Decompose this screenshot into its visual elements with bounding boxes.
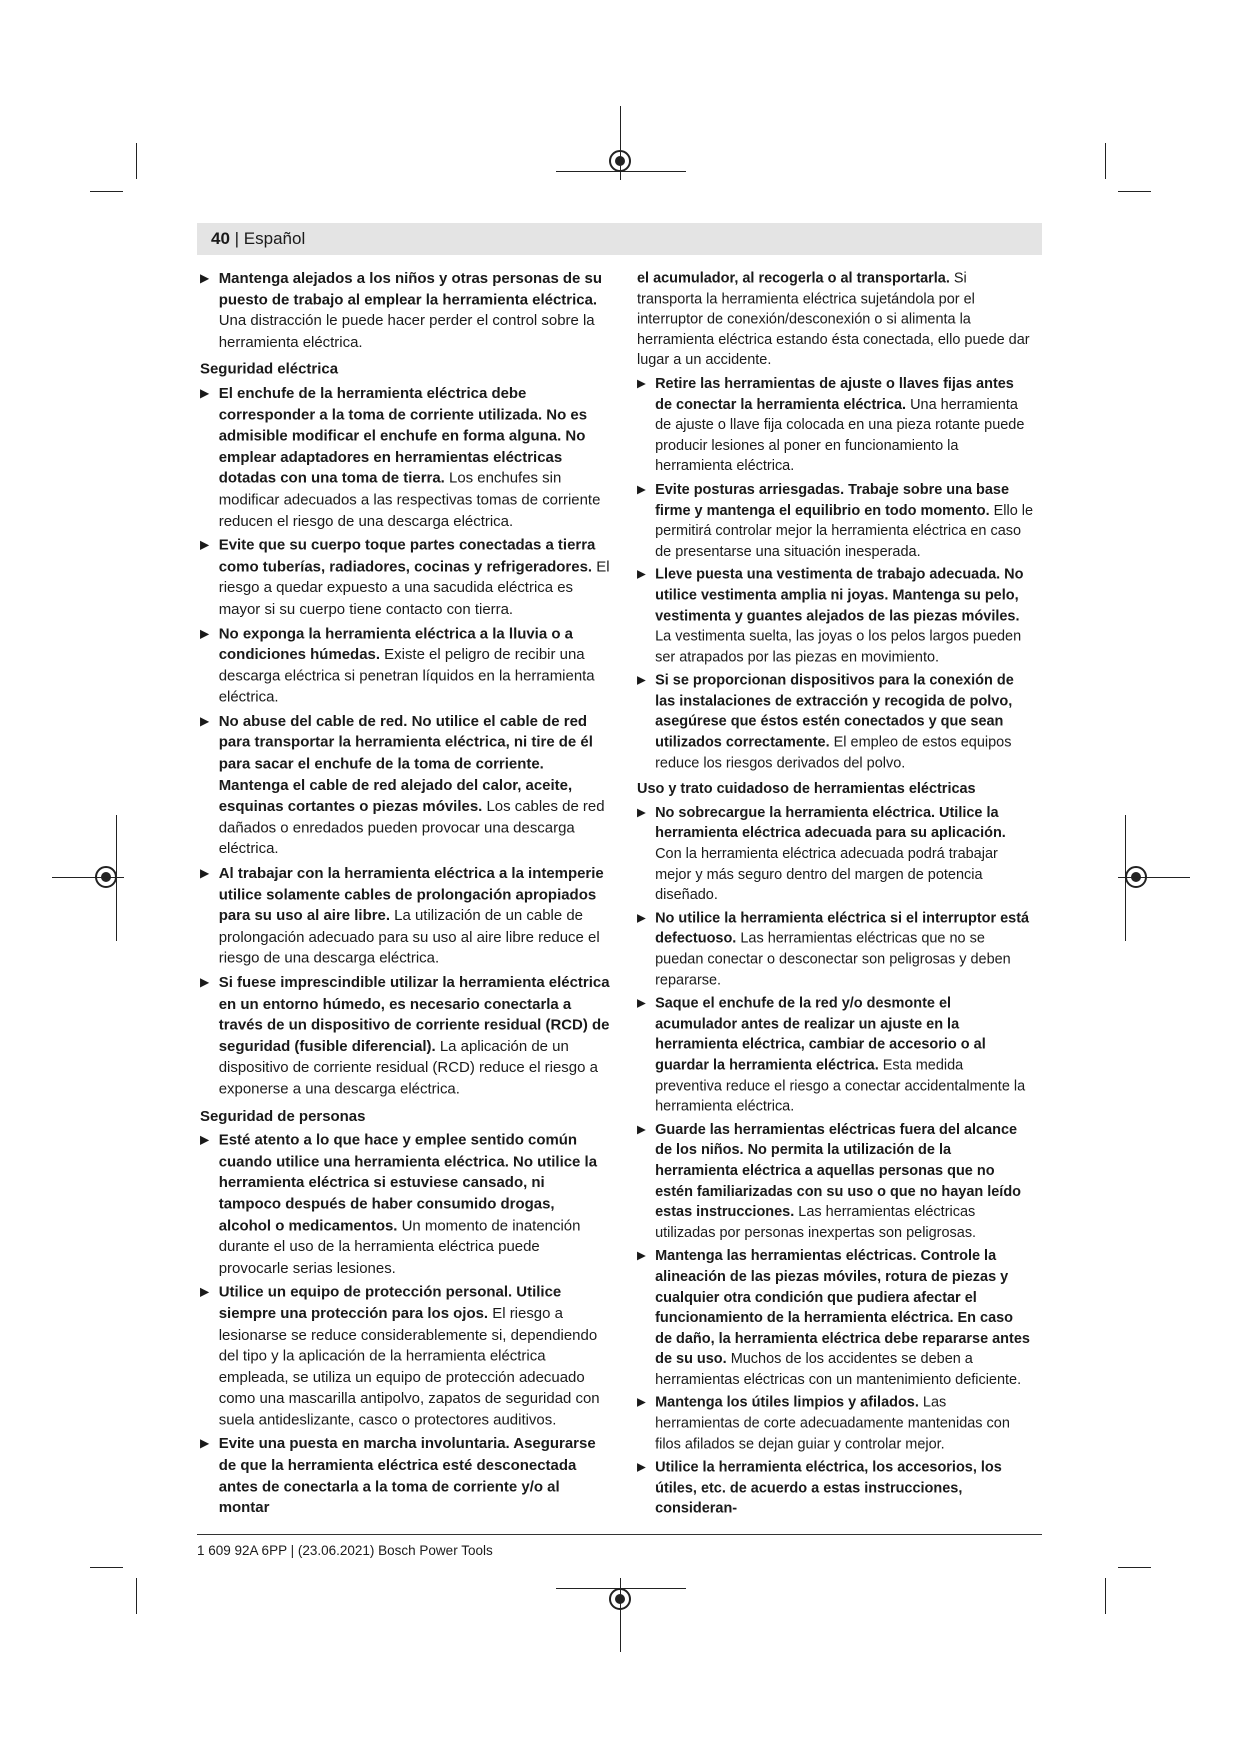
safety-item (637, 1393, 1033, 1455)
crop-mark-top-right-h (1118, 191, 1151, 192)
item-explanation: Los enchufes sin modificar adecuados a las respectivas tomas de corriente reducen el riesgo de una descarga eléctrica. (218, 470, 601, 530)
bullet-icon: ▶ (637, 911, 646, 925)
item-instruction: el acumulador, al recogerla o al transportarla. (637, 269, 950, 287)
bullet-icon: ▶ (200, 865, 210, 880)
item-explanation: El riesgo a lesionarse se reduce considerablemente si, dependiendo del tipo y la aplicación de la herramienta eléctrica empleada, se utiliza un equipo de protección adecuado como una mascarilla antipolvo, zapatos de seguridad con suela antideslizante, casco o protectores auditivos. (218, 1305, 600, 1429)
item-explanation: Ello le permitirá controlar mejor la herramienta eléctrica en caso de presentarse una situación inesperada. (655, 501, 1034, 560)
safety-item (200, 863, 610, 969)
item-instruction: Utilice la herramienta eléctrica, los accesorios, los útiles, etc. de acuerdo a estas instrucciones, consideran- (655, 1459, 1002, 1517)
item-instruction: Retire las herramientas de ajuste o llaves fijas antes de conectar la herramienta eléctrica. (655, 375, 1014, 413)
safety-item (637, 479, 1033, 561)
item-instruction: Si fuese imprescindible utilizar la herramienta eléctrica en un entorno húmedo, es necesario conectarla a través de un dispositivo de corriente residual (RCD) de seguridad (fusible diferencial). (218, 974, 610, 1055)
right-column (637, 268, 1033, 1522)
safety-item (200, 535, 610, 620)
footer-rule (197, 1534, 1042, 1535)
bullet-icon: ▶ (200, 1284, 210, 1299)
item-explanation: Las herramientas eléctricas que no se puedan conectar o desconectar son peligrosas y deben repararse. (655, 930, 1011, 988)
header-language: Español (243, 229, 306, 248)
item-instruction: Mantenga los útiles limpios y afilados. (655, 1394, 919, 1411)
bullet-icon: ▶ (200, 714, 210, 728)
left-column (200, 268, 610, 1522)
bullet-icon: ▶ (637, 1122, 646, 1136)
bullet-icon: ▶ (637, 567, 646, 581)
registration-left-icon (95, 866, 117, 888)
bullet-icon: ▶ (200, 386, 210, 400)
item-instruction: No utilice la herramienta eléctrica si el interruptor está defectuoso. (655, 910, 1030, 947)
bullet-icon: ▶ (200, 1436, 210, 1451)
bullet-icon: ▶ (637, 805, 646, 819)
item-explanation: Las herramientas eléctricas utilizadas por personas inexpertas son peligrosas. (655, 1203, 977, 1241)
item-instruction: Evite una puesta en marcha involuntaria. Asegurarse de que la herramienta eléctrica esté desconectada antes de conectarla a la toma de corriente y/o al montar (218, 1435, 596, 1517)
item-explanation: El riesgo a quedar expuesto a una sacudida eléctrica es mayor si su cuerpo tiene contacto con tierra. (218, 558, 610, 618)
item-instruction: Saque el enchufe de la red y/o desmonte el acumulador antes de realizar un ajuste en la herramienta eléctrica, cambiar de accesorio o al guardar la herramienta eléctrica. (655, 995, 986, 1074)
bullet-icon: ▶ (637, 1248, 646, 1263)
crop-mark-bottom-left-v (136, 1578, 137, 1614)
page-number: 40 (211, 229, 230, 248)
item-explanation: Una distracción le puede hacer perder el control sobre la herramienta eléctrica. (218, 312, 595, 351)
item-instruction: Evite posturas arriesgadas. Trabaje sobre una base firme y mantenga el equilibrio en todo momento. (655, 481, 1010, 519)
page-header (211, 229, 305, 249)
item-instruction: No sobrecargue la herramienta eléctrica. Utilice la herramienta eléctrica adecuada para su aplicación. (655, 804, 1006, 842)
crop-mark-bottom-right-h (1118, 1567, 1151, 1568)
bullet-icon: ▶ (200, 975, 210, 990)
safety-item (200, 623, 610, 708)
item-explanation: Existe el peligro de recibir una descarga eléctrica si penetran líquidos en la herramienta eléctrica. (218, 646, 595, 706)
section-heading: Seguridad eléctrica (200, 360, 339, 378)
registration-top-icon (609, 150, 631, 172)
safety-item (200, 268, 610, 353)
item-instruction: Guarde las herramientas eléctricas fuera del alcance de los niños. No permita la utilización de la herramienta eléctrica a aquellas personas que no estén familiarizadas con su uso o que no hayan leído estas instrucciones. (655, 1121, 1022, 1221)
bullet-icon: ▶ (200, 626, 210, 640)
item-explanation: El empleo de estos equipos reduce los riesgos derivados del polvo. (655, 734, 1012, 771)
item-instruction: No abuse del cable de red. No utilice el cable de red para transportar la herramienta eléctrica, ni tire de él para sacar el enchufe de la toma de corriente. Mantenga el cable de red alejado del calor, aceite, esquinas cortantes o piezas móviles. (218, 713, 593, 815)
bullet-icon: ▶ (637, 996, 646, 1010)
bullet-icon: ▶ (637, 1460, 646, 1474)
item-explanation: La aplicación de un dispositivo de corriente residual (RCD) reduce el riesgo a exponerse a una descarga eléctrica. (218, 1038, 598, 1098)
header-separator: | (229, 229, 244, 248)
bullet-icon: ▶ (200, 538, 210, 552)
item-instruction: Esté atento a lo que hace y emplee sentido común cuando utilice una herramienta eléctrica. No utilice la herramienta eléctrica si estuviese cansado, ni tampoco después de haber consumido drogas, alcohol o medicamentos. (218, 1132, 598, 1234)
item-explanation: Las herramientas de corte adecuadamente mantenidas con filos afilados se dejan guiar y controlar mejor. (655, 1394, 1010, 1453)
crop-mark-top-left-h (90, 191, 123, 192)
safety-item (637, 1120, 1033, 1243)
safety-item (200, 711, 610, 860)
safety-item (637, 802, 1033, 905)
item-instruction: Si se proporcionan dispositivos para la conexión de las instalaciones de extracción y recogida de polvo, asegúrese que éstos estén conectados y que sean utilizados correctamente. (655, 672, 1014, 751)
crop-mark-bottom-right-v (1105, 1578, 1106, 1614)
crop-mark-top-right-v (1105, 143, 1106, 179)
section-heading: Uso y trato cuidadoso de herramientas eléctricas (637, 780, 976, 798)
safety-item (200, 1282, 610, 1431)
item-instruction: Evite que su cuerpo toque partes conectadas a tierra como tuberías, radiadores, cocinas y refrigeradores. (218, 537, 596, 576)
item-explanation: Los cables de red dañados o enredados pueden provocar una descarga eléctrica. (218, 798, 605, 858)
item-instruction: No exponga la herramienta eléctrica a la lluvia o a condiciones húmedas. (218, 625, 573, 664)
item-instruction: Mantenga alejados a los niños y otras personas de su puesto de trabajo al emplear la herramienta eléctrica. (218, 269, 603, 308)
bullet-icon: ▶ (200, 1133, 210, 1147)
bullet-icon: ▶ (200, 270, 210, 285)
footer-imprint: 1 609 92A 6PP | (23.06.2021) Bosch Power Tools (197, 1543, 493, 1558)
safety-item (200, 383, 610, 532)
bullet-icon: ▶ (637, 673, 646, 687)
safety-item-continuation (637, 268, 1033, 371)
header-bar (197, 223, 1042, 255)
registration-right-icon (1125, 866, 1147, 888)
crop-mark-bottom-left-h (90, 1567, 123, 1568)
safety-item (637, 670, 1033, 773)
crop-mark-top-left-v (136, 143, 137, 179)
safety-item (637, 565, 1033, 668)
item-instruction: Al trabajar con la herramienta eléctrica a la intemperie utilice solamente cables de prolongación apropiados para su uso al aire libre. (218, 864, 604, 925)
item-explanation: Esta medida preventiva reduce el riesgo a conectar accidentalmente la herramienta eléctrica. (655, 1056, 1026, 1115)
safety-item (637, 993, 1033, 1116)
safety-item (200, 1434, 610, 1519)
item-instruction: Utilice un equipo de protección personal. Utilice siempre una protección para los ojos. (218, 1283, 562, 1322)
bullet-icon: ▶ (637, 1395, 646, 1410)
safety-item (637, 1246, 1033, 1390)
section-heading: Seguridad de personas (200, 1107, 366, 1125)
safety-item (200, 972, 610, 1100)
item-explanation: Muchos de los accidentes se deben a herramientas eléctricas con un mantenimiento deficiente. (655, 1350, 1022, 1388)
item-explanation: Un momento de inatención durante el uso de la herramienta eléctrica puede provocarle serias lesiones. (218, 1217, 581, 1277)
safety-item (200, 1130, 610, 1279)
safety-item (637, 374, 1033, 477)
item-explanation: La utilización de un cable de prolongación adecuado para su uso al aire libre reduce el riesgo de una descarga eléctrica. (218, 907, 600, 967)
item-explanation: Una herramienta de ajuste o llave fija colocada en una pieza rotante puede producir lesiones al poner en funcionamiento la herramienta eléctrica. (655, 396, 1025, 475)
safety-item (637, 908, 1033, 990)
safety-item (637, 1457, 1033, 1519)
item-explanation: La vestimenta suelta, las joyas o los pelos largos pueden ser atrapados por las piezas en movimiento. (655, 628, 1022, 666)
item-explanation: Con la herramienta eléctrica adecuada podrá trabajar mejor y más seguro dentro del margen de potencia diseñado. (655, 845, 998, 903)
bullet-icon: ▶ (637, 376, 646, 390)
item-instruction: Mantenga las herramientas eléctricas. Controle la alineación de las piezas móviles, rotura de piezas y cualquier otra condición que pudiera afectar el funcionamiento de la herramienta eléctrica. En caso de daño, la herramienta eléctrica debe repararse antes de su uso. (655, 1247, 1030, 1367)
item-instruction: Lleve puesta una vestimenta de trabajo adecuada. No utilice vestimenta amplia ni joyas. Mantenga su pelo, vestimenta y guantes alejados de las piezas móviles. (655, 566, 1024, 624)
registration-bottom-icon (609, 1588, 631, 1610)
bullet-icon: ▶ (637, 482, 646, 496)
item-instruction: El enchufe de la herramienta eléctrica debe corresponder a la toma de corriente utilizada. No es admisible modificar el enchufe en forma alguna. No emplear adaptadores en herramientas eléctricas dotadas con una toma de tierra. (218, 385, 588, 488)
item-explanation: Si transporta la herramienta eléctrica sujetándola por el interruptor de conexión/desconexión o si alimenta la herramienta eléctrica estando ésta conectada, ello puede dar lugar a un accidente. (637, 269, 1030, 369)
